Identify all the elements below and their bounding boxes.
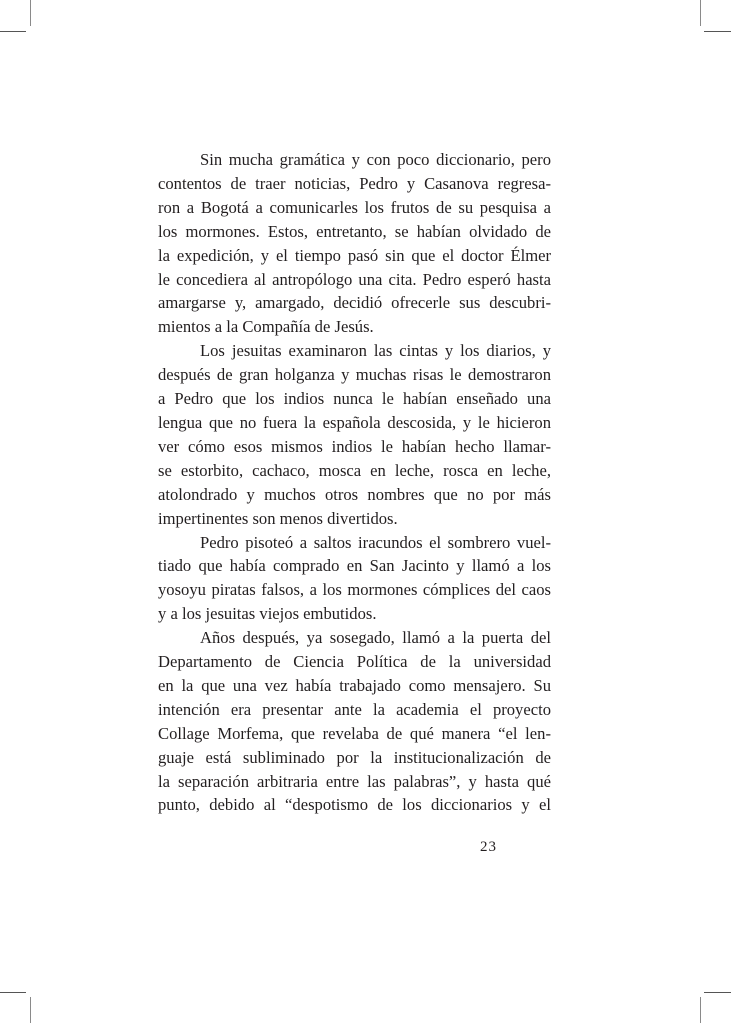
text-line: ver cómo esos mismos indios le habían hecho llamar- [158,436,551,456]
text-line: yosoyu piratas falsos, a los mormones cómplices del caos [158,580,551,600]
text-line: ron a Bogotá a comunicarles los frutos de su pesquisa a [158,197,551,217]
text-line: Pedro pisoteó a saltos iracundos el sombrero vuel- [200,532,551,552]
text-line: tiado que había comprado en San Jacinto y llamó a los [158,556,551,576]
text-line: los mormones. Estos, entretanto, se habían olvidado de [158,221,551,241]
text-line: se estorbito, cachaco, mosca en leche, rosca en leche, [158,460,551,480]
paragraph-3 [158,531,551,627]
text-line: Sin mucha gramática y con poco diccionario, pero [200,150,551,169]
text-line: contentos de traer noticias, Pedro y Casanova regresa- [158,173,551,193]
crop-mark-top-right-vertical [700,0,701,26]
text-line: le concediera al antropólogo una cita. Pedro esperó hasta [158,269,551,289]
crop-mark-top-right-horizontal [704,31,731,32]
text-line: la separación arbitraria entre las palabras”, y hasta qué [158,771,551,791]
crop-mark-bottom-left-vertical [30,997,31,1023]
crop-mark-top-left-vertical [30,0,31,26]
text-line: y a los jesuitas viejos embutidos. [158,604,377,624]
crop-mark-bottom-right-horizontal [704,992,731,993]
paragraph-2 [158,339,551,530]
text-line: lengua que no fuera la española descosida, y le hicieron [158,412,551,432]
text-line: después de gran holganza y muchas risas le demostraron [158,365,551,385]
crop-mark-top-left-horizontal [0,31,26,32]
text-line: atolondrado y muchos otros nombres que no por más [158,484,551,504]
text-line: guaje está subliminado por la institucionalización de [158,747,551,767]
page-number: 23 [480,839,497,855]
text-line: a Pedro que los indios nunca le habían enseñado una [158,389,551,409]
crop-mark-bottom-left-horizontal [0,992,26,993]
text-line: la expedición, y el tiempo pasó sin que el doctor Élmer [158,245,551,265]
text-line: impertinentes son menos divertidos. [158,508,398,528]
text-line: Años después, ya sosegado, llamó a la puerta del [200,628,551,648]
text-line: Collage Morfema, que revelaba de qué manera “el len- [158,723,551,743]
text-line: amargarse y, amargado, decidió ofrecerle sus descubri- [158,293,551,313]
text-line: Los jesuitas examinaron las cintas y los diarios, y [200,341,551,361]
text-line: punto, debido al “despotismo de los diccionarios y el [158,795,551,815]
text-line: mientos a la Compañía de Jesús. [158,317,374,337]
text-line: intención era presentar ante la academia el proyecto [158,699,551,719]
text-line: Departamento de Ciencia Política de la universidad [158,652,551,672]
crop-mark-bottom-right-vertical [700,997,701,1023]
paragraph-4 [158,626,551,817]
text-line: en la que una vez había trabajado como mensajero. Su [158,675,551,695]
paragraph-1 [158,148,551,339]
body-text [158,148,551,817]
